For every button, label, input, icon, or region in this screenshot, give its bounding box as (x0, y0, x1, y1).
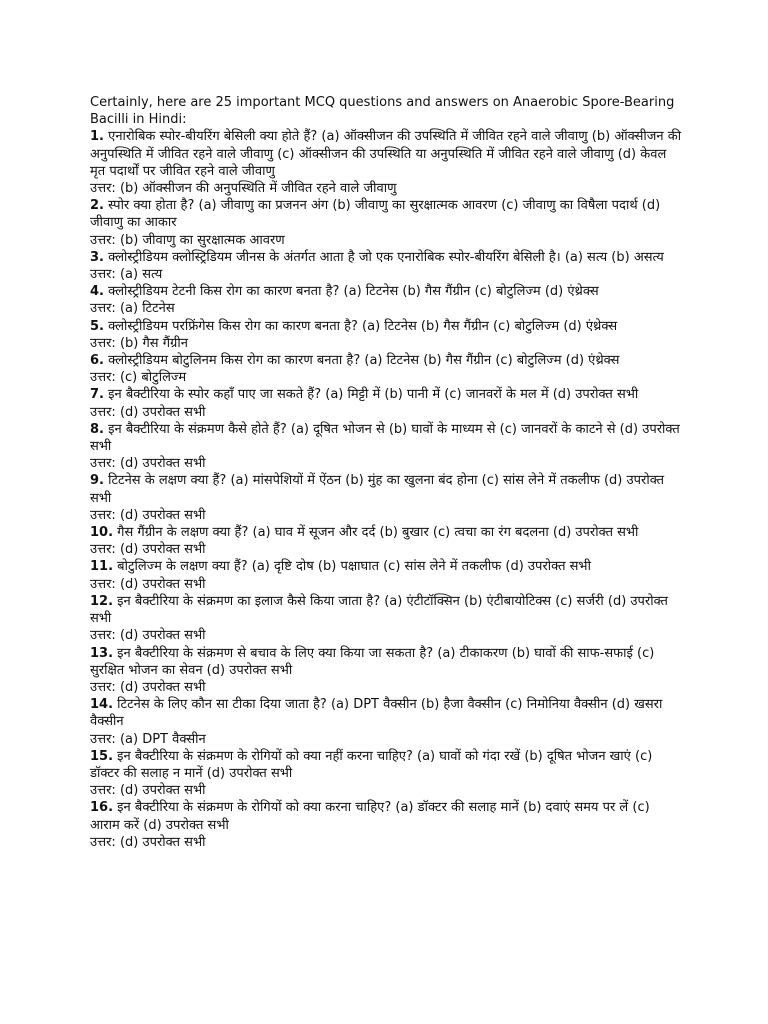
answer-label: उत्तर: (90, 335, 116, 351)
answer-text: (a) टिटनेस (119, 301, 175, 317)
answer-line (90, 576, 682, 593)
answer-text: (d) उपरोक्त सभी (119, 456, 206, 472)
question-item (90, 197, 682, 231)
question-item (90, 593, 682, 627)
answer-line (90, 266, 682, 283)
answer-line (90, 300, 682, 317)
question-text: इन बैक्टीरिया के संक्रमण का इलाज कैसे किया जाता है? (117, 593, 381, 609)
answer-line (90, 679, 682, 696)
question-number: 10. (90, 525, 114, 541)
question-item (90, 249, 682, 266)
intro-text: Certainly, here are 25 important MCQ questions and answers on Anaerobic Spore-Bearing Bacilli in Hindi: (90, 95, 675, 128)
question-number: 16. (90, 800, 114, 816)
answer-text: (d) उपरोक्त सभी (119, 542, 206, 558)
question-item (90, 748, 682, 782)
question-options: (a) टीकाकरण (b) घावों की साफ-सफाई (c) सुरक्षित भोजन का सेवन (d) उपरोक्त सभी (90, 645, 655, 678)
question-item (90, 696, 682, 730)
question-options: (a) DPT वैक्सीन (b) हैजा वैक्सीन (c) निमोनिया वैक्सीन (d) खसरा वैक्सीन (90, 697, 663, 730)
question-options: (a) दृष्टि दोष (b) पक्षाघात (c) सांस लेने में तकलीफ (d) उपरोक्त सभी (251, 559, 591, 575)
question-options: (a) दूषित भोजन से (b) घावों के माध्यम से (c) जानवरों के काटने से (d) उपरोक्त सभी (90, 421, 680, 455)
question-options: (a) एंटीटॉक्सिन (b) एंटीबायोटिक्स (c) सर्जरी (d) उपरोक्त सभी (90, 593, 668, 627)
question-options: (a) मांसपेशियों में ऐंठन (b) मुंह का खुलना बंद होना (c) सांस लेने में तकलीफ (d) उपरोक्त सभी (90, 473, 665, 506)
question-options: (a) टिटनेस (b) गैस गैंग्रीन (c) बोटुलिज्म (d) एंथ्रेक्स (364, 353, 620, 369)
answer-text: (b) जीवाणु का सुरक्षात्मक आवरण (119, 232, 285, 248)
question-text: इन बैक्टीरिया के संक्रमण के रोगियों को क्या करना चाहिए? (117, 800, 392, 816)
answer-label: उत्तर: (90, 301, 116, 317)
answer-line (90, 180, 682, 197)
answer-line (90, 782, 682, 799)
question-options: (a) टिटनेस (b) गैस गैंग्रीन (c) बोटुलिज्म (d) एंथ्रेक्स (343, 284, 599, 300)
answer-line (90, 507, 682, 524)
question-text: क्लोस्ट्रीडियम परफ्रिंगेस किस रोग का कारण बनता है? (108, 318, 358, 334)
question-item (90, 558, 682, 575)
question-options: (a) जीवाणु का प्रजनन अंग (b) जीवाणु का सुरक्षात्मक आवरण (c) जीवाणु का विषैला पदार्थ (d) जीवाणु का आकार (90, 198, 661, 231)
question-text: स्पोर क्या होता है? (108, 198, 195, 214)
question-number: 9. (90, 473, 104, 489)
question-item (90, 352, 682, 369)
answer-text: (d) उपरोक्त सभी (119, 404, 206, 420)
question-text: इन बैक्टीरिया के स्पोर कहाँ पाए जा सकते हैं? (108, 387, 322, 403)
question-number: 5. (90, 318, 104, 334)
question-options: (a) घावों को गंदा रखें (b) दूषित भोजन खाएं (c) डॉक्टर की सलाह न मानें (d) उपरोक्त सभी (90, 748, 653, 781)
answer-label: उत्तर: (90, 783, 116, 799)
question-text: गैस गैंग्रीन के लक्षण क्या हैं? (117, 525, 249, 541)
question-item (90, 472, 682, 506)
question-number: 11. (90, 559, 114, 575)
answer-line (90, 335, 682, 352)
answer-label: उत्तर: (90, 628, 116, 644)
question-item (90, 645, 682, 679)
answer-label: उत्तर: (90, 731, 116, 747)
answer-text: (a) DPT वैक्सीन (119, 731, 206, 747)
question-options: (a) टिटनेस (b) गैस गैंग्रीन (c) बोटुलिज्म (d) एंथ्रेक्स (362, 318, 618, 334)
answer-label: उत्तर: (90, 679, 116, 695)
question-text: क्लोस्ट्रीडियम क्लोस्ट्रिडियम जीनस के अंतर्गत आता है जो एक एनारोबिक स्पोर-बीयरिंग बेसिली है। (108, 249, 561, 265)
question-text: बोटुलिज्म के लक्षण क्या हैं? (117, 559, 248, 575)
answer-label: उत्तर: (90, 542, 116, 558)
answer-text: (c) बोटुलिज्म (119, 370, 187, 386)
question-item (90, 799, 682, 833)
question-options: (a) ऑक्सीजन की उपस्थिति में जीवित रहने वाले जीवाणु (b) ऑक्सीजन की अनुपस्थिति में जीवित रहने वाले जीवाणु (c) ऑक्सीजन की उपस्थिति या अनुपस्थिति में जीवित रहने वाले जीवाणु (d) केवल मृत पदार्थों पर जीवित रहने वाले जीवाणु (90, 129, 682, 179)
answer-text: (b) ऑक्सीजन की अनुपस्थिति में जीवित रहने वाले जीवाणु (119, 181, 397, 197)
answer-text: (b) गैस गैंग्रीन (119, 335, 188, 351)
question-item (90, 128, 682, 180)
answer-label: उत्तर: (90, 370, 116, 386)
answer-line (90, 455, 682, 472)
answer-text: (d) उपरोक्त सभी (119, 507, 206, 523)
answer-text: (d) उपरोक्त सभी (119, 576, 206, 592)
answer-line (90, 731, 682, 748)
question-options: (a) डॉक्टर की सलाह मानें (b) दवाएं समय पर लें (c) आराम करें (d) उपरोक्त सभी (90, 800, 650, 833)
question-item (90, 283, 682, 300)
question-text: टिटनेस के लक्षण क्या हैं? (108, 473, 227, 489)
question-text: इन बैक्टीरिया के संक्रमण कैसे होते हैं? (108, 421, 287, 437)
answer-line (90, 369, 682, 386)
question-item (90, 318, 682, 335)
question-number: 12. (90, 593, 114, 609)
question-number: 7. (90, 387, 104, 403)
question-number: 14. (90, 697, 114, 713)
answer-line (90, 627, 682, 644)
answer-label: उत्तर: (90, 404, 116, 420)
answer-text: (d) उपरोक्त सभी (119, 628, 206, 644)
answer-line (90, 232, 682, 249)
answer-label: उत्तर: (90, 267, 116, 283)
question-options: (a) घाव में सूजन और दर्द (b) बुखार (c) त्वचा का रंग बदलना (d) उपरोक्त सभी (252, 525, 639, 541)
question-text: एनारोबिक स्पोर-बीयरिंग बेसिली क्या होते हैं? (108, 129, 318, 145)
question-number: 6. (90, 353, 104, 369)
answer-label: उत्तर: (90, 181, 116, 197)
answer-text: (a) सत्य (119, 267, 163, 283)
question-item (90, 421, 682, 455)
answer-label: उत्तर: (90, 834, 116, 850)
question-number: 8. (90, 421, 104, 437)
answer-text: (d) उपरोक्त सभी (119, 783, 206, 799)
question-text: इन बैक्टीरिया के संक्रमण से बचाव के लिए क्या किया जा सकता है? (117, 645, 434, 661)
question-text: टिटनेस के लिए कौन सा टीका दिया जाता है? (117, 697, 327, 713)
answer-text: (d) उपरोक्त सभी (119, 679, 206, 695)
question-number: 15. (90, 748, 114, 764)
question-number: 3. (90, 249, 104, 265)
question-text: इन बैक्टीरिया के संक्रमण के रोगियों को क्या नहीं करना चाहिए? (117, 748, 413, 764)
question-options: (a) मिट्टी में (b) पानी में (c) जानवरों के मल में (d) उपरोक्त सभी (325, 387, 639, 403)
question-number: 1. (90, 129, 104, 145)
qa-list (90, 128, 682, 851)
question-text: क्लोस्ट्रीडियम बोटुलिनम किस रोग का कारण बनता है? (108, 353, 361, 369)
document-content (90, 94, 682, 851)
answer-label: उत्तर: (90, 507, 116, 523)
question-text: क्लोस्ट्रीडियम टेटनी किस रोग का कारण बनता है? (108, 284, 340, 300)
question-number: 13. (90, 645, 114, 661)
answer-line (90, 404, 682, 421)
question-item (90, 524, 682, 541)
answer-label: उत्तर: (90, 576, 116, 592)
answer-label: उत्तर: (90, 456, 116, 472)
answer-line (90, 541, 682, 558)
answer-line (90, 834, 682, 851)
answer-label: उत्तर: (90, 232, 116, 248)
question-options: (a) सत्य (b) असत्य (564, 249, 664, 265)
question-item (90, 386, 682, 403)
answer-text: (d) उपरोक्त सभी (119, 834, 206, 850)
question-number: 2. (90, 198, 104, 214)
question-number: 4. (90, 284, 104, 300)
